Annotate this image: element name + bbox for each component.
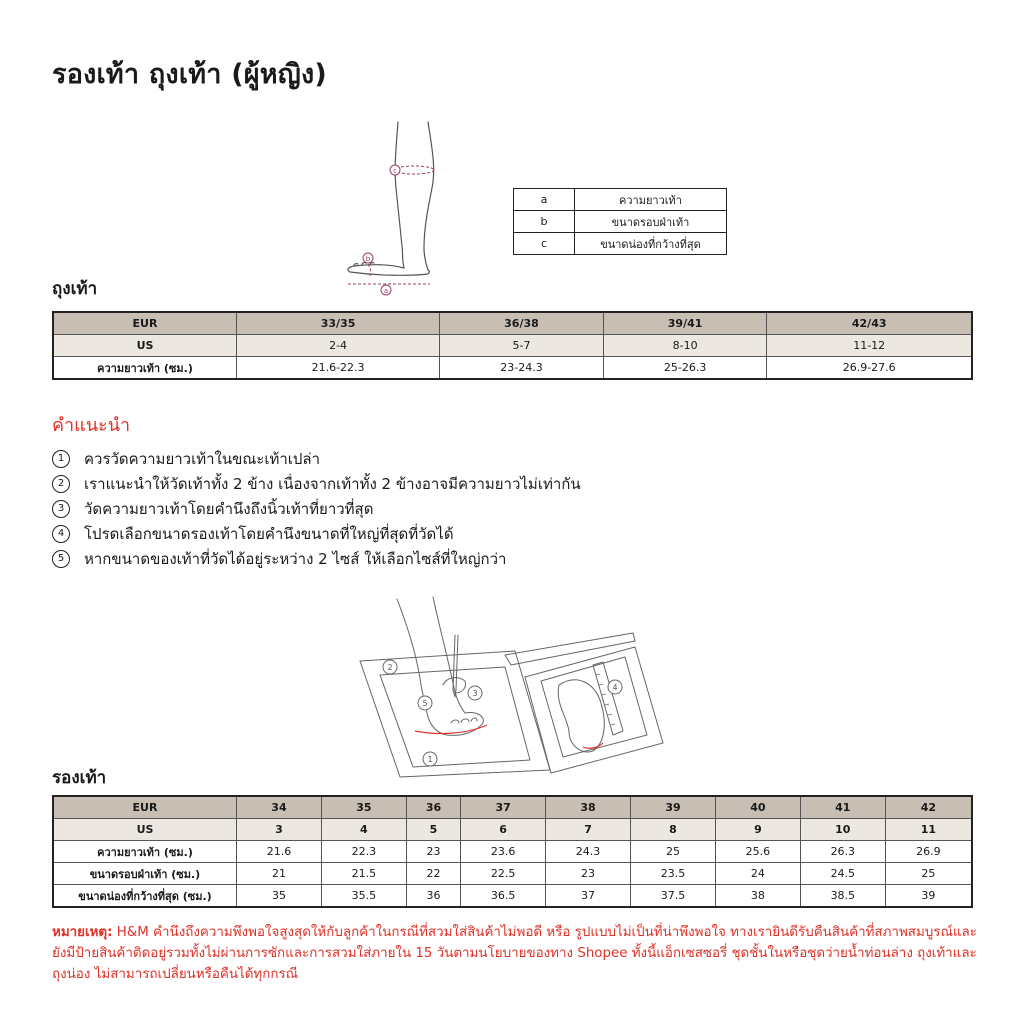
table-cell: 21.5 <box>321 863 406 885</box>
table-cell: 3 <box>237 819 322 841</box>
page-title: รองเท้า ถุงเท้า (ผู้หญิง) <box>52 59 327 90</box>
table-cell: 21.6-22.3 <box>237 357 440 380</box>
table-cell: 5 <box>406 819 460 841</box>
table-cell: 39/41 <box>603 312 767 335</box>
table-cell: 23.5 <box>631 863 716 885</box>
step-number-badge: 1 <box>52 450 70 468</box>
row-label: US <box>53 335 237 357</box>
table-cell: 42 <box>885 796 972 819</box>
advice-text: โปรดเลือกขนาดรองเท้าโดยคำนึงขนาดที่ใหญ่ที่สุดที่วัดได้ <box>84 524 454 543</box>
table-cell: 11-12 <box>767 335 972 357</box>
table-cell: 36.5 <box>461 885 546 908</box>
table-cell: 21.6 <box>237 841 322 863</box>
table-cell: 34 <box>237 796 322 819</box>
advice-list <box>52 446 581 571</box>
table-cell: 39 <box>885 885 972 908</box>
row-label: ความยาวเท้า (ซม.) <box>53 841 237 863</box>
step-marker-2-label: 2 <box>387 663 393 672</box>
step-number-badge: 2 <box>52 475 70 493</box>
note-paragraph <box>52 922 977 985</box>
table-row <box>53 796 972 819</box>
marker-c-label: c <box>393 167 397 175</box>
table-row <box>53 335 972 357</box>
table-cell: 25-26.3 <box>603 357 767 380</box>
shoes-heading: รองเท้า <box>52 768 107 788</box>
advice-item <box>52 446 581 471</box>
table-cell: 42/43 <box>767 312 972 335</box>
table-cell: 24.3 <box>546 841 631 863</box>
table-cell: 24 <box>715 863 800 885</box>
table-cell: 25 <box>885 863 972 885</box>
table-row <box>53 841 972 863</box>
table-cell: 22.3 <box>321 841 406 863</box>
table-cell: 6 <box>461 819 546 841</box>
table-cell: 21 <box>237 863 322 885</box>
table-cell: 35 <box>321 796 406 819</box>
advice-heading: คำแนะนำ <box>52 415 131 436</box>
table-cell: 26.9 <box>885 841 972 863</box>
table-cell: 7 <box>546 819 631 841</box>
step-marker-1-label: 1 <box>427 755 433 764</box>
socks-size-table <box>52 311 973 380</box>
step-number-badge: 3 <box>52 500 70 518</box>
advice-item <box>52 496 581 521</box>
legend-label: ความยาวเท้า <box>575 189 727 211</box>
advice-item <box>52 546 581 571</box>
table-row <box>53 863 972 885</box>
step-marker-5-label: 5 <box>422 699 428 708</box>
table-cell: 37 <box>461 796 546 819</box>
marker-b-label: b <box>365 255 371 263</box>
step-number-badge: 5 <box>52 550 70 568</box>
table-cell: 37 <box>546 885 631 908</box>
table-cell: 23.6 <box>461 841 546 863</box>
table-cell: 38.5 <box>800 885 885 908</box>
table-cell: 36 <box>406 885 460 908</box>
table-cell: 23 <box>546 863 631 885</box>
table-cell: 39 <box>631 796 716 819</box>
advice-text: ควรวัดความยาวเท้าในขณะเท้าเปล่า <box>84 449 321 468</box>
table-cell: 4 <box>321 819 406 841</box>
table-cell: 26.9-27.6 <box>767 357 972 380</box>
legend-key: b <box>514 211 575 233</box>
table-cell: 37.5 <box>631 885 716 908</box>
leg-measurement-illustration <box>340 118 460 298</box>
table-cell: 8-10 <box>603 335 767 357</box>
table-cell: 26.3 <box>800 841 885 863</box>
table-row <box>53 885 972 908</box>
table-cell: 38 <box>715 885 800 908</box>
row-label: US <box>53 819 237 841</box>
table-cell: 2-4 <box>237 335 440 357</box>
legend-label: ขนาดน่องที่กว้างที่สุด <box>575 233 727 255</box>
row-label: EUR <box>53 312 237 335</box>
legend-key: c <box>514 233 575 255</box>
advice-text: เราแนะนำให้วัดเท้าทั้ง 2 ข้าง เนื่องจากเท้าทั้ง 2 ข้างอาจมีความยาวไม่เท่ากัน <box>84 474 581 493</box>
marker-a-label: a <box>383 287 389 295</box>
socks-heading: ถุงเท้า <box>52 279 98 299</box>
table-cell: 36 <box>406 796 460 819</box>
legend-key: a <box>514 189 575 211</box>
advice-text: วัดความยาวเท้าโดยคำนึงถึงนิ้วเท้าที่ยาวที่สุด <box>84 499 374 518</box>
table-cell: 24.5 <box>800 863 885 885</box>
note-text: H&M คำนึงถึงความพึงพอใจสูงสุดให้กับลูกค้าในกรณีที่สวมใส่สินค้าไม่พอดี หรือ รูปแบบไม่เป็นที่น่าพึงพอใจ ทางเรายินดีรับคืนสินค้าที่สภาพสมบูรณ์และยังมีป้ายสินค้าติดอยู่รวมทั้งไม่ผ่านการซักและการสวมใส่ภายใน 15 วันตามนโยบายของทาง Shopee ทั้งนี้แอ็กเซสซอรี่ ชุดชั้นในหรือชุดว่ายน้ำท่อนล่าง ถุงเท้าและถุงน่อง ไม่สามารถเปลี่ยนหรือคืนได้ทุกกรณี <box>52 925 977 982</box>
table-cell: 35 <box>237 885 322 908</box>
row-label: ขนาดน่องที่กว้างที่สุด (ซม.) <box>53 885 237 908</box>
row-label: EUR <box>53 796 237 819</box>
table-cell: 38 <box>546 796 631 819</box>
table-cell: 9 <box>715 819 800 841</box>
table-cell: 22 <box>406 863 460 885</box>
table-cell: 10 <box>800 819 885 841</box>
table-cell: 33/35 <box>237 312 440 335</box>
table-cell: 35.5 <box>321 885 406 908</box>
table-cell: 23 <box>406 841 460 863</box>
table-row <box>53 819 972 841</box>
table-cell: 40 <box>715 796 800 819</box>
measurement-legend-table <box>513 188 727 255</box>
table-cell: 11 <box>885 819 972 841</box>
table-cell: 23-24.3 <box>440 357 604 380</box>
legend-row <box>514 189 727 211</box>
foot-measuring-illustration <box>355 595 665 780</box>
step-marker-3-label: 3 <box>472 689 478 698</box>
advice-item <box>52 471 581 496</box>
step-marker-4-label: 4 <box>612 683 618 692</box>
note-label: หมายเหตุ: <box>52 925 113 940</box>
table-cell: 41 <box>800 796 885 819</box>
table-row <box>53 312 972 335</box>
table-cell: 22.5 <box>461 863 546 885</box>
advice-item <box>52 521 581 546</box>
legend-row <box>514 233 727 255</box>
table-cell: 25 <box>631 841 716 863</box>
legend-row <box>514 211 727 233</box>
table-row <box>53 357 972 380</box>
table-cell: 8 <box>631 819 716 841</box>
row-label: ความยาวเท้า (ซม.) <box>53 357 237 380</box>
table-cell: 25.6 <box>715 841 800 863</box>
table-cell: 36/38 <box>440 312 604 335</box>
step-number-badge: 4 <box>52 525 70 543</box>
row-label: ขนาดรอบฝ่าเท้า (ซม.) <box>53 863 237 885</box>
table-cell: 5-7 <box>440 335 604 357</box>
shoes-size-table <box>52 795 973 908</box>
advice-text: หากขนาดของเท้าที่วัดได้อยู่ระหว่าง 2 ไซส์ ให้เลือกไซส์ที่ใหญ่กว่า <box>84 549 507 568</box>
legend-label: ขนาดรอบฝ่าเท้า <box>575 211 727 233</box>
